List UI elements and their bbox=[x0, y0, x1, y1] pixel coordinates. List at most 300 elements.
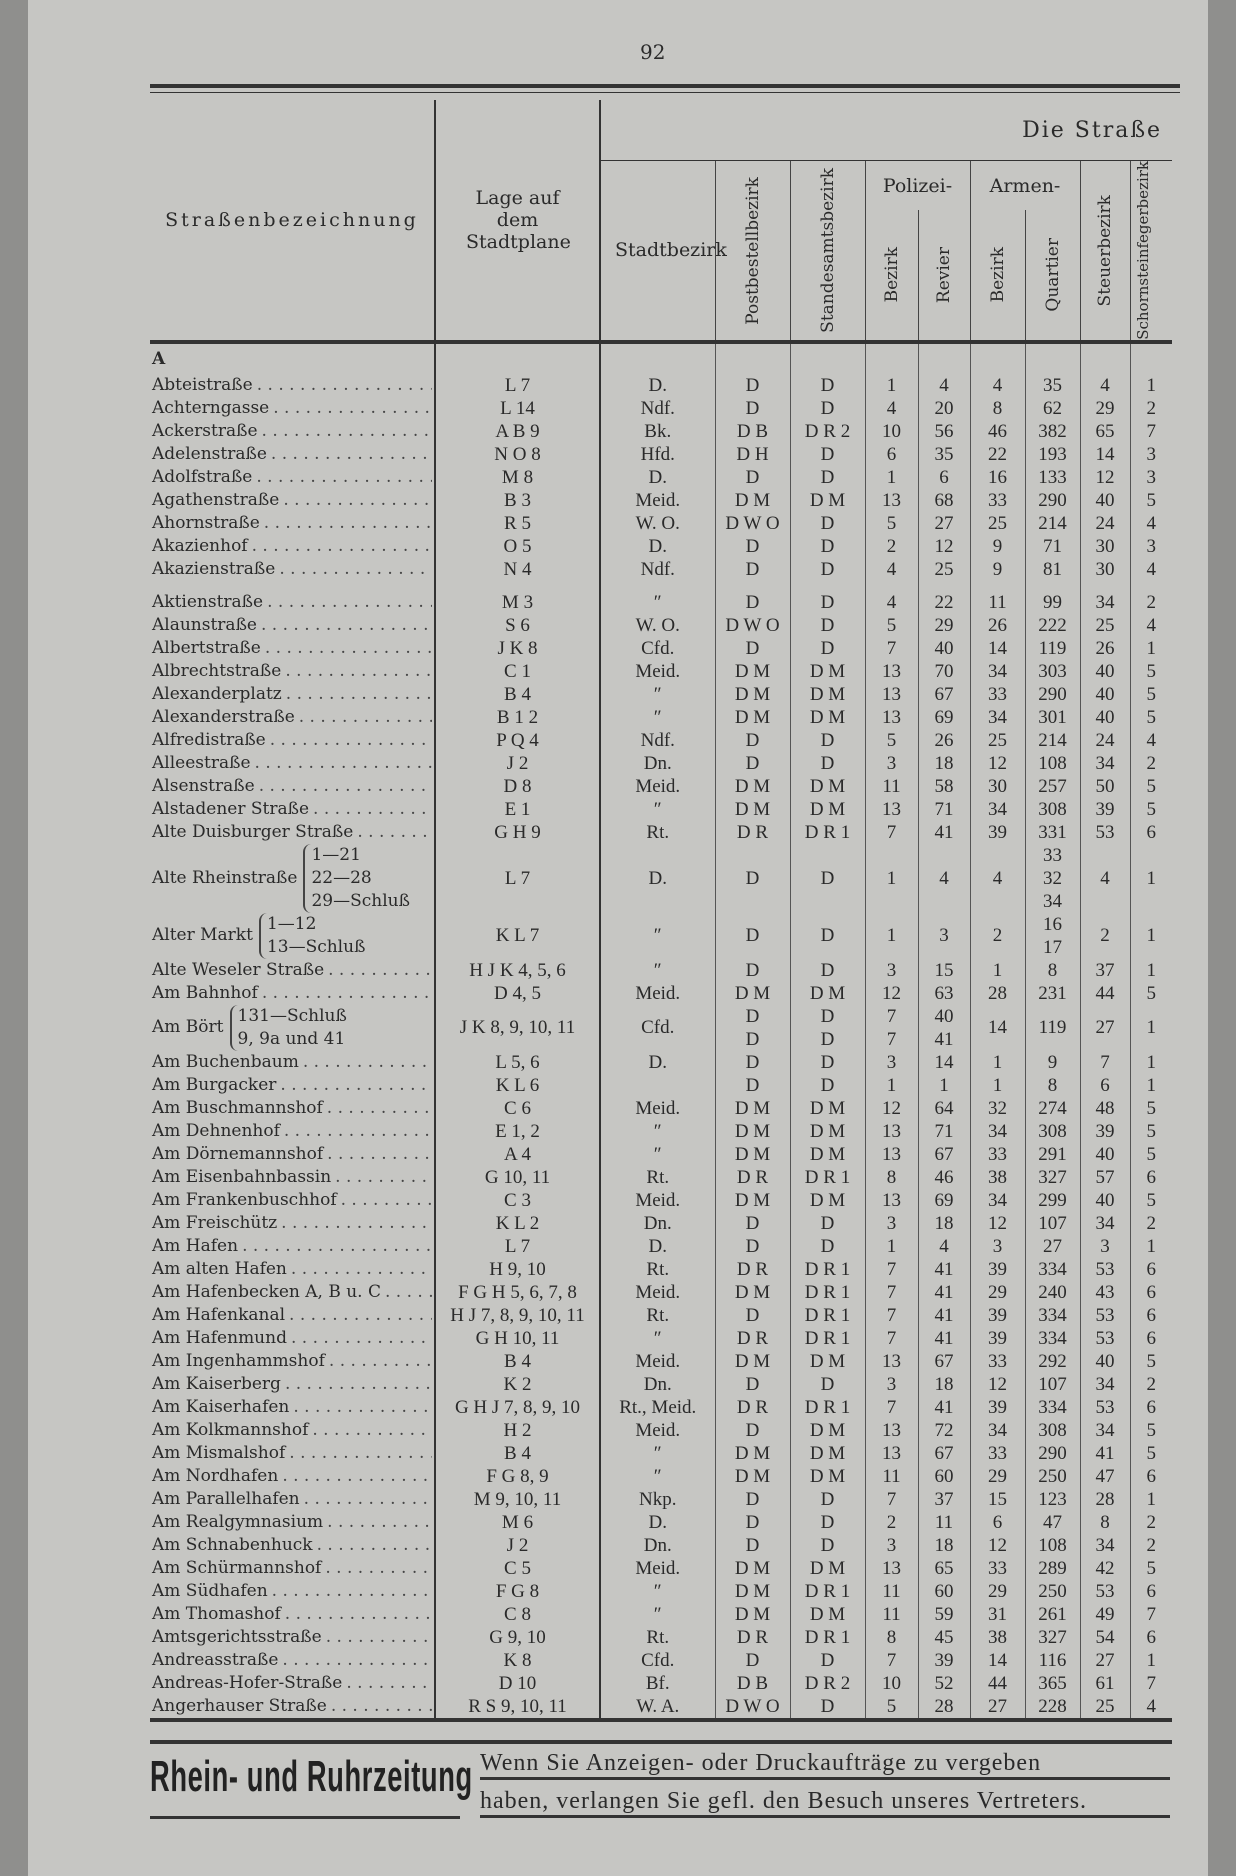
table-row bbox=[150, 1327, 1172, 1350]
polizei-revier-cell bbox=[918, 637, 970, 660]
polizei-revier-value: 58 bbox=[934, 775, 954, 797]
armen-bezirk-cell bbox=[970, 420, 1025, 443]
postbezirk-value: D bbox=[745, 1488, 760, 1510]
armen-quartier-value: 327 bbox=[1038, 1626, 1067, 1648]
stadtbezirk-value: D. bbox=[648, 1051, 667, 1073]
schornsteinfegerbezirk-cell bbox=[1130, 1396, 1172, 1419]
polizei-revier-cell bbox=[918, 1465, 970, 1488]
steuerbezirk-value: 7 bbox=[1100, 1051, 1110, 1073]
location-value: J 2 bbox=[506, 752, 529, 774]
postbezirk-cell bbox=[715, 535, 790, 558]
table-row bbox=[150, 1396, 1172, 1419]
house-number-range: 29—Schluß bbox=[311, 890, 410, 911]
armen-bezirk-cell bbox=[970, 729, 1025, 752]
polizei-revier-cell bbox=[918, 1695, 970, 1720]
armen-bezirk-value: 6 bbox=[992, 1511, 1003, 1533]
steuerbezirk-cell bbox=[1080, 706, 1130, 729]
steuerbezirk-cell bbox=[1080, 1580, 1130, 1603]
polizei-bezirk-value: 3 bbox=[886, 1212, 897, 1234]
polizei-revier-value: 60 bbox=[934, 1465, 954, 1487]
polizei-revier-cell bbox=[918, 535, 970, 558]
location-cell bbox=[435, 1258, 600, 1281]
armen-bezirk-cell bbox=[970, 489, 1025, 512]
postbezirk-cell bbox=[715, 397, 790, 420]
armen-bezirk-value: 26 bbox=[988, 614, 1007, 636]
location-value: G H 9 bbox=[494, 821, 541, 843]
polizei-revier-value: 70 bbox=[934, 660, 954, 682]
stadtbezirk-value: Rt. bbox=[646, 1626, 670, 1648]
stadtbezirk-cell bbox=[600, 982, 715, 1005]
steuerbezirk-value: 4 bbox=[1100, 867, 1110, 889]
steuerbezirk-value: 30 bbox=[1095, 535, 1115, 557]
dot-leader bbox=[275, 558, 432, 581]
street-name: Alte Duisburger Straße bbox=[152, 821, 354, 842]
armen-bezirk-value: 34 bbox=[988, 1419, 1007, 1441]
armen-bezirk-value: 34 bbox=[988, 1189, 1007, 1211]
armen-bezirk-value: 25 bbox=[988, 729, 1007, 751]
schornsteinfegerbezirk-value: 6 bbox=[1146, 1258, 1157, 1280]
postbezirk-value: D bbox=[745, 925, 760, 947]
standesamtsbezirk-cell bbox=[790, 1603, 865, 1626]
armen-bezirk-cell bbox=[970, 1005, 1025, 1051]
armen-quartier-cell bbox=[1025, 1166, 1080, 1189]
table-row bbox=[150, 1074, 1172, 1097]
street-name: Am Hafenmund bbox=[152, 1327, 287, 1348]
armen-quartier-cell bbox=[1025, 729, 1080, 752]
header-standesamt: Standesamtsbezirk bbox=[817, 167, 838, 333]
steuerbezirk-cell bbox=[1080, 1212, 1130, 1235]
steuerbezirk-cell bbox=[1080, 729, 1130, 752]
street-name-cell bbox=[150, 1419, 435, 1442]
postbezirk-cell bbox=[715, 798, 790, 821]
polizei-revier-cell bbox=[918, 1120, 970, 1143]
polizei-revier-cell bbox=[918, 913, 970, 959]
standesamtsbezirk-cell bbox=[790, 1488, 865, 1511]
location-value: R 5 bbox=[504, 512, 531, 534]
standesamtsbezirk-cell bbox=[790, 1557, 865, 1580]
postbezirk-value: D W O bbox=[725, 614, 780, 636]
armen-quartier-cell bbox=[1025, 1511, 1080, 1534]
table-row bbox=[150, 1373, 1172, 1396]
location-cell bbox=[435, 1097, 600, 1120]
stadtbezirk-cell bbox=[600, 1120, 715, 1143]
location-cell bbox=[435, 982, 600, 1005]
schornsteinfegerbezirk-value: 1 bbox=[1146, 374, 1157, 396]
polizei-bezirk-value: 7 bbox=[886, 1028, 897, 1050]
table-row bbox=[150, 844, 1172, 913]
armen-quartier-cell bbox=[1025, 683, 1080, 706]
steuerbezirk-value: 28 bbox=[1095, 1488, 1115, 1510]
schornsteinfegerbezirk-value: 6 bbox=[1146, 1281, 1157, 1303]
polizei-bezirk-value: 2 bbox=[886, 1511, 897, 1533]
armen-quartier-value: 119 bbox=[1038, 637, 1067, 659]
armen-quartier-cell bbox=[1025, 821, 1080, 844]
polizei-revier-cell bbox=[918, 1442, 970, 1465]
stadtbezirk-cell bbox=[600, 1258, 715, 1281]
standesamtsbezirk-cell bbox=[790, 1166, 865, 1189]
standesamtsbezirk-value: D R 1 bbox=[804, 1626, 851, 1648]
location-cell bbox=[435, 1212, 600, 1235]
steuerbezirk-value: 40 bbox=[1095, 1189, 1115, 1211]
location-cell bbox=[435, 1672, 600, 1695]
polizei-revier-value: 4 bbox=[939, 1235, 949, 1257]
header-polizei: Polizei- bbox=[865, 161, 970, 211]
armen-quartier-value: 108 bbox=[1038, 752, 1067, 774]
standesamtsbezirk-value: D bbox=[820, 535, 835, 557]
house-number-range: 1—21 bbox=[311, 844, 361, 865]
steuerbezirk-cell bbox=[1080, 1511, 1130, 1534]
table-row bbox=[150, 1258, 1172, 1281]
steuerbezirk-value: 42 bbox=[1095, 1557, 1115, 1579]
polizei-revier-value: 41 bbox=[934, 1304, 954, 1326]
location-cell bbox=[435, 397, 600, 420]
armen-quartier-value: 292 bbox=[1038, 1350, 1067, 1372]
schornsteinfegerbezirk-cell bbox=[1130, 1580, 1172, 1603]
polizei-revier-value: 67 bbox=[934, 1350, 954, 1372]
stadtbezirk-cell bbox=[600, 1281, 715, 1304]
polizei-bezirk-value: 7 bbox=[886, 1649, 897, 1671]
header-steuer: Steuerbezirk bbox=[1095, 194, 1115, 307]
polizei-bezirk-cell bbox=[865, 1258, 918, 1281]
armen-quartier-cell bbox=[1025, 466, 1080, 489]
armen-quartier-value: 308 bbox=[1038, 798, 1067, 820]
polizei-bezirk-value: 7 bbox=[886, 1281, 897, 1303]
armen-bezirk-cell bbox=[970, 397, 1025, 420]
armen-bezirk-cell bbox=[970, 1419, 1025, 1442]
street-name: Angerhauser Straße bbox=[152, 1695, 327, 1716]
steuerbezirk-value: 54 bbox=[1095, 1626, 1115, 1648]
polizei-revier-cell bbox=[918, 1258, 970, 1281]
location-value: G H 10, 11 bbox=[475, 1327, 560, 1349]
schornsteinfegerbezirk-cell bbox=[1130, 374, 1172, 397]
armen-quartier-value: 214 bbox=[1038, 729, 1067, 751]
postbezirk-cell bbox=[715, 1488, 790, 1511]
street-name: Am alten Hafen bbox=[152, 1258, 287, 1279]
polizei-revier-value: 41 bbox=[934, 1258, 954, 1280]
street-name: Am Mismalshof bbox=[152, 1442, 286, 1463]
street-name: Am Hafen bbox=[152, 1235, 239, 1256]
armen-quartier-cell bbox=[1025, 512, 1080, 535]
location-cell bbox=[435, 1511, 600, 1534]
table-row bbox=[150, 706, 1172, 729]
armen-bezirk-value: 29 bbox=[988, 1281, 1007, 1303]
polizei-revier-cell bbox=[918, 1626, 970, 1649]
stadtbezirk-value: D. bbox=[648, 466, 667, 488]
table-row bbox=[150, 1281, 1172, 1304]
postbezirk-value: D R bbox=[736, 1327, 769, 1349]
dot-leader bbox=[263, 591, 432, 614]
standesamtsbezirk-value: D bbox=[820, 1028, 835, 1050]
polizei-bezirk-cell bbox=[865, 821, 918, 844]
schornsteinfegerbezirk-cell bbox=[1130, 1166, 1172, 1189]
armen-quartier-value: 334 bbox=[1038, 1258, 1067, 1280]
standesamtsbezirk-cell bbox=[790, 1373, 865, 1396]
street-name-cell bbox=[150, 1465, 435, 1488]
table-row bbox=[150, 1143, 1172, 1166]
location-value: S 6 bbox=[505, 614, 530, 636]
armen-bezirk-value: 33 bbox=[988, 683, 1007, 705]
polizei-bezirk-value: 7 bbox=[886, 821, 897, 843]
schornsteinfegerbezirk-value: 5 bbox=[1146, 1442, 1157, 1464]
armen-bezirk-cell bbox=[970, 374, 1025, 397]
armen-quartier-value: 16 bbox=[1043, 913, 1062, 935]
standesamtsbezirk-value: D M bbox=[809, 706, 846, 728]
polizei-revier-cell bbox=[918, 1419, 970, 1442]
stadtbezirk-cell bbox=[600, 466, 715, 489]
armen-bezirk-cell bbox=[970, 1488, 1025, 1511]
stadtbezirk-value: Rt., Meid. bbox=[619, 1396, 697, 1418]
postbezirk-value: D bbox=[745, 1511, 760, 1533]
armen-quartier-value: 303 bbox=[1038, 660, 1067, 682]
location-cell bbox=[435, 1304, 600, 1327]
armen-quartier-cell bbox=[1025, 1350, 1080, 1373]
stadtbezirk-value: Dn. bbox=[643, 1534, 672, 1556]
location-value: A B 9 bbox=[495, 420, 540, 442]
standesamtsbezirk-value: D bbox=[820, 1074, 835, 1096]
steuerbezirk-cell bbox=[1080, 1051, 1130, 1074]
street-name-cell bbox=[150, 1534, 435, 1557]
stadtbezirk-cell bbox=[600, 1442, 715, 1465]
location-cell bbox=[435, 1626, 600, 1649]
postbezirk-value: D W O bbox=[725, 512, 780, 534]
schornsteinfegerbezirk-cell bbox=[1130, 1281, 1172, 1304]
standesamtsbezirk-cell bbox=[790, 729, 865, 752]
dot-leader bbox=[324, 959, 432, 982]
header-armen: Armen- bbox=[970, 161, 1080, 211]
schornsteinfegerbezirk-cell bbox=[1130, 1442, 1172, 1465]
street-name: Alexanderstraße bbox=[152, 706, 295, 727]
location-cell bbox=[435, 1557, 600, 1580]
armen-quartier-value: 8 bbox=[1047, 1074, 1058, 1096]
polizei-revier-cell bbox=[918, 1212, 970, 1235]
rule bbox=[150, 92, 1180, 93]
polizei-revier-value: 39 bbox=[934, 1649, 954, 1671]
standesamtsbezirk-value: D R 1 bbox=[804, 1281, 851, 1303]
postbezirk-value: D bbox=[745, 1373, 760, 1395]
polizei-revier-cell bbox=[918, 1097, 970, 1120]
polizei-bezirk-value: 13 bbox=[882, 660, 901, 682]
polizei-revier-value: 35 bbox=[934, 443, 954, 465]
armen-bezirk-value: 39 bbox=[988, 1304, 1007, 1326]
schornsteinfegerbezirk-value: 5 bbox=[1146, 982, 1157, 1004]
schornsteinfegerbezirk-value: 1 bbox=[1146, 1051, 1157, 1073]
location-cell bbox=[435, 558, 600, 581]
street-name-cell bbox=[150, 1350, 435, 1373]
stadtbezirk-cell bbox=[600, 420, 715, 443]
street-name-cell bbox=[150, 1074, 435, 1097]
polizei-revier-value: 46 bbox=[934, 1166, 954, 1188]
armen-bezirk-value: 9 bbox=[992, 558, 1003, 580]
location-cell bbox=[435, 798, 600, 821]
polizei-bezirk-cell bbox=[865, 729, 918, 752]
standesamtsbezirk-value: D bbox=[820, 1051, 835, 1073]
armen-bezirk-cell bbox=[970, 1258, 1025, 1281]
dot-leader bbox=[289, 1396, 432, 1419]
postbezirk-value: D M bbox=[734, 683, 771, 705]
polizei-revier-cell bbox=[918, 1649, 970, 1672]
armen-quartier-cell bbox=[1025, 637, 1080, 660]
armen-quartier-cell bbox=[1025, 1396, 1080, 1419]
dot-leader bbox=[261, 637, 432, 660]
steuerbezirk-cell bbox=[1080, 1672, 1130, 1695]
schornsteinfegerbezirk-value: 1 bbox=[1146, 925, 1157, 947]
table-row bbox=[150, 1580, 1172, 1603]
schornsteinfegerbezirk-value: 5 bbox=[1146, 1143, 1157, 1165]
armen-quartier-cell bbox=[1025, 614, 1080, 637]
postbezirk-value: D bbox=[745, 1212, 760, 1234]
street-name: Am Realgymnasium bbox=[152, 1511, 324, 1532]
polizei-bezirk-cell bbox=[865, 844, 918, 913]
street-name-cell bbox=[150, 558, 435, 581]
steuerbezirk-value: 53 bbox=[1095, 1580, 1115, 1602]
polizei-bezirk-cell bbox=[865, 1120, 918, 1143]
table-row bbox=[150, 1097, 1172, 1120]
location-cell bbox=[435, 614, 600, 637]
armen-quartier-cell bbox=[1025, 1051, 1080, 1074]
street-name-cell bbox=[150, 959, 435, 982]
armen-bezirk-value: 33 bbox=[988, 1350, 1007, 1372]
armen-bezirk-cell bbox=[970, 637, 1025, 660]
postbezirk-value: D bbox=[745, 1304, 760, 1326]
schornsteinfegerbezirk-cell bbox=[1130, 706, 1172, 729]
street-name-cell bbox=[150, 535, 435, 558]
dot-leader bbox=[381, 1281, 432, 1304]
steuerbezirk-value: 2 bbox=[1100, 925, 1110, 947]
polizei-bezirk-value: 1 bbox=[886, 466, 897, 488]
standesamtsbezirk-cell bbox=[790, 1396, 865, 1419]
polizei-revier-cell bbox=[918, 1488, 970, 1511]
street-name: Alexanderplatz bbox=[152, 683, 282, 704]
schornsteinfegerbezirk-cell bbox=[1130, 913, 1172, 959]
advert-title: Rhein- und Ruhrzeitung bbox=[150, 1752, 473, 1801]
standesamtsbezirk-value: D bbox=[820, 443, 835, 465]
polizei-bezirk-value: 1 bbox=[886, 1235, 897, 1257]
polizei-revier-cell bbox=[918, 1327, 970, 1350]
schornsteinfegerbezirk-value: 4 bbox=[1146, 614, 1157, 636]
stadtbezirk-value: Meid. bbox=[635, 775, 681, 797]
location-cell bbox=[435, 729, 600, 752]
postbezirk-cell bbox=[715, 706, 790, 729]
polizei-bezirk-cell bbox=[865, 913, 918, 959]
location-cell bbox=[435, 1005, 600, 1051]
street-name-cell bbox=[150, 982, 435, 1005]
stadtbezirk-cell bbox=[600, 1304, 715, 1327]
dot-leader bbox=[267, 443, 432, 466]
armen-quartier-value: 81 bbox=[1043, 558, 1062, 580]
standesamtsbezirk-cell bbox=[790, 959, 865, 982]
standesamtsbezirk-cell bbox=[790, 1534, 865, 1557]
street-name: Andreas-Hofer-Straße bbox=[152, 1672, 343, 1693]
steuerbezirk-cell bbox=[1080, 1281, 1130, 1304]
polizei-revier-cell bbox=[918, 1511, 970, 1534]
location-value: K 2 bbox=[503, 1373, 532, 1395]
polizei-bezirk-cell bbox=[865, 959, 918, 982]
stadtbezirk-cell bbox=[600, 959, 715, 982]
standesamtsbezirk-cell bbox=[790, 1120, 865, 1143]
polizei-bezirk-value: 7 bbox=[886, 1488, 897, 1510]
location-cell bbox=[435, 512, 600, 535]
dot-leader bbox=[276, 1074, 432, 1097]
steuerbezirk-cell bbox=[1080, 1442, 1130, 1465]
stadtbezirk-value: Meid. bbox=[635, 1189, 681, 1211]
standesamtsbezirk-cell bbox=[790, 660, 865, 683]
location-cell bbox=[435, 1580, 600, 1603]
standesamtsbezirk-cell bbox=[790, 821, 865, 844]
schornsteinfegerbezirk-value: 6 bbox=[1146, 1580, 1157, 1602]
stadtbezirk-value: Rt. bbox=[646, 1166, 670, 1188]
armen-bezirk-value: 27 bbox=[988, 1695, 1007, 1717]
standesamtsbezirk-cell bbox=[790, 913, 865, 959]
steuerbezirk-value: 39 bbox=[1095, 798, 1115, 820]
steuerbezirk-cell bbox=[1080, 420, 1130, 443]
standesamtsbezirk-value: D M bbox=[809, 683, 846, 705]
dot-leader bbox=[309, 798, 432, 821]
steuerbezirk-cell bbox=[1080, 775, 1130, 798]
schornsteinfegerbezirk-cell bbox=[1130, 591, 1172, 614]
street-name: Am Kaiserberg bbox=[152, 1373, 281, 1394]
dot-leader bbox=[281, 660, 432, 683]
armen-quartier-value: 334 bbox=[1038, 1304, 1067, 1326]
dot-leader bbox=[285, 1442, 432, 1465]
stadtbezirk-cell bbox=[600, 844, 715, 913]
table-row bbox=[150, 821, 1172, 844]
schornsteinfegerbezirk-value: 5 bbox=[1146, 1189, 1157, 1211]
table-row bbox=[150, 1235, 1172, 1258]
schornsteinfegerbezirk-value: 5 bbox=[1146, 660, 1157, 682]
polizei-bezirk-cell bbox=[865, 1626, 918, 1649]
location-value: H J K 4, 5, 6 bbox=[469, 959, 566, 981]
armen-quartier-cell bbox=[1025, 1281, 1080, 1304]
armen-bezirk-value: 22 bbox=[988, 443, 1007, 465]
street-name-cell bbox=[150, 397, 435, 420]
polizei-revier-value: 67 bbox=[934, 683, 954, 705]
schornsteinfegerbezirk-cell bbox=[1130, 1350, 1172, 1373]
street-name: Aktienstraße bbox=[152, 591, 264, 612]
schornsteinfegerbezirk-value: 1 bbox=[1146, 1074, 1157, 1096]
armen-quartier-cell bbox=[1025, 1649, 1080, 1672]
location-value: F G H 5, 6, 7, 8 bbox=[458, 1281, 577, 1303]
street-name-cell bbox=[150, 466, 435, 489]
armen-bezirk-cell bbox=[970, 1350, 1025, 1373]
stadtbezirk-value: Meid. bbox=[635, 1097, 681, 1119]
location-value: H 9, 10 bbox=[489, 1258, 546, 1280]
standesamtsbezirk-cell bbox=[790, 982, 865, 1005]
polizei-revier-value: 12 bbox=[934, 535, 954, 557]
polizei-bezirk-value: 11 bbox=[882, 1465, 901, 1487]
stadtbezirk-value: ″ bbox=[653, 1465, 662, 1487]
standesamtsbezirk-value: D M bbox=[809, 1143, 846, 1165]
stadtbezirk-cell bbox=[600, 443, 715, 466]
polizei-bezirk-value: 4 bbox=[886, 558, 897, 580]
standesamtsbezirk-value: D bbox=[820, 558, 835, 580]
stadtbezirk-cell bbox=[600, 1235, 715, 1258]
polizei-bezirk-cell bbox=[865, 683, 918, 706]
polizei-revier-value: 1 bbox=[939, 1074, 949, 1096]
standesamtsbezirk-value: D bbox=[820, 1235, 835, 1257]
postbezirk-value: D M bbox=[734, 1143, 771, 1165]
polizei-bezirk-value: 5 bbox=[886, 729, 897, 751]
armen-bezirk-cell bbox=[970, 798, 1025, 821]
polizei-revier-cell bbox=[918, 1304, 970, 1327]
postbezirk-cell bbox=[715, 1258, 790, 1281]
stadtbezirk-value: D. bbox=[648, 867, 667, 889]
street-name-cell bbox=[150, 1373, 435, 1396]
steuerbezirk-value: 34 bbox=[1095, 1212, 1115, 1234]
street-name: Agathenstraße bbox=[152, 489, 280, 510]
schornsteinfegerbezirk-value: 6 bbox=[1146, 821, 1157, 843]
steuerbezirk-value: 25 bbox=[1095, 1695, 1115, 1717]
schornsteinfegerbezirk-value: 3 bbox=[1146, 443, 1157, 465]
